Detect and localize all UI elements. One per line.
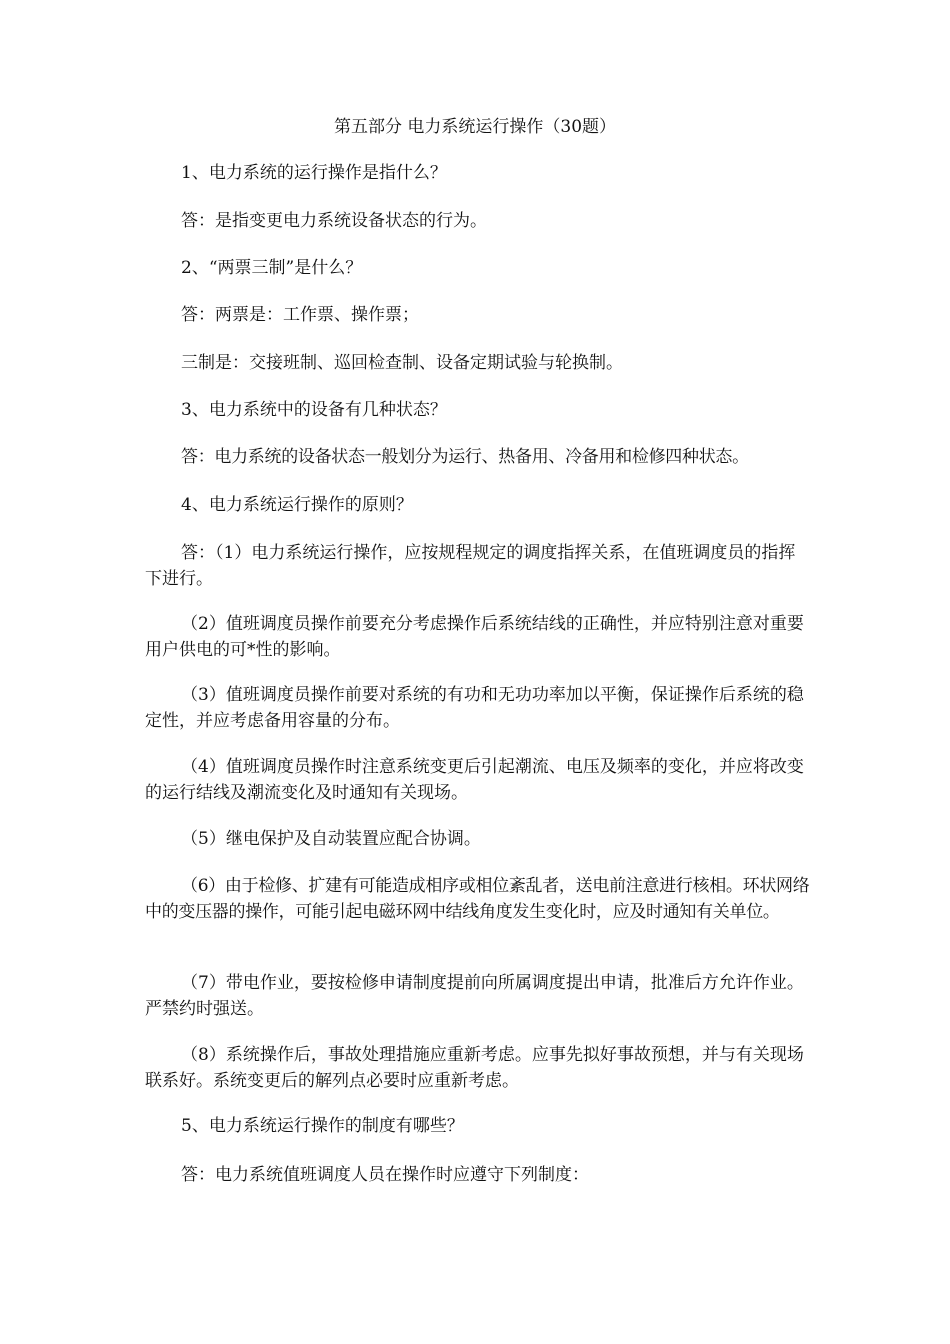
document-title: 第五部分 电力系统运行操作（30题）	[333, 117, 617, 137]
answer-3: 答：电力系统的设备状态一般划分为运行、热备用、冷备用和检修四种状态。	[181, 447, 749, 467]
question-4: 4、电力系统运行操作的原则？	[181, 495, 413, 515]
answer-2-line-2: 三制是：交接班制、巡回检查制、设备定期试验与轮换制。	[181, 353, 623, 373]
answer-2-line-1: 答：两票是：工作票、操作票；	[181, 305, 419, 325]
question-1: 1、电力系统的运行操作是指什么？	[181, 163, 447, 183]
question-5: 5、电力系统运行操作的制度有哪些？	[181, 1116, 464, 1136]
question-3: 3、电力系统中的设备有几种状态？	[181, 400, 447, 420]
answer-4-item-3: （3）值班调度员操作前要对系统的有功和无功功率加以平衡，保证操作后系统的稳定性，并应考虑备用容量的分布。	[145, 685, 804, 731]
answer-1: 答：是指变更电力系统设备状态的行为。	[181, 211, 487, 231]
answer-5: 答：电力系统值班调度人员在操作时应遵守下列制度：	[181, 1165, 589, 1185]
answer-4-item-1: 答：（1）电力系统运行操作，应按规程规定的调度指挥关系，在值班调度员的指挥下进行。	[145, 543, 796, 589]
answer-4-item-8: （8）系统操作后，事故处理措施应重新考虑。应事先拟好事故预想，并与有关现场联系好。系统变更后的解列点必要时应重新考虑。	[145, 1045, 804, 1091]
answer-4-item-5: （5）继电保护及自动装置应配合协调。	[181, 829, 481, 849]
answer-4-item-7: （7）带电作业，要按检修申请制度提前向所属调度提出申请，批准后方允许作业。严禁约时强送。	[145, 973, 804, 1019]
answer-4-item-4: （4）值班调度员操作时注意系统变更后引起潮流、电压及频率的变化，并应将改变的运行结线及潮流变化及时通知有关现场。	[145, 757, 804, 803]
answer-4-item-6: （6）由于检修、扩建有可能造成相序或相位紊乱者，送电前注意进行核相。环状网络中的变压器的操作，可能引起电磁环网中结线角度发生变化时，应及时通知有关单位。	[145, 876, 810, 922]
answer-4-item-2: （2）值班调度员操作前要充分考虑操作后系统结线的正确性，并应特别注意对重要用户供电的可*性的影响。	[145, 614, 804, 660]
question-2: 2、“两票三制”是什么？	[181, 258, 363, 278]
